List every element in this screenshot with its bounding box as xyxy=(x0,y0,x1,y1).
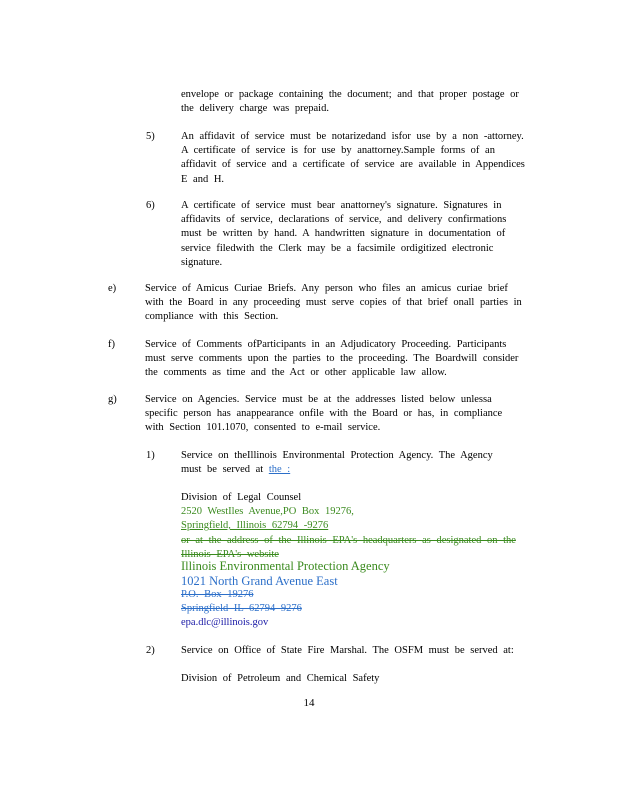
address-street: 2520 WestIles Avenue,PO Box 19276, xyxy=(181,506,354,517)
text-line: A certificate of service is for use by anattorney.Sample forms of an xyxy=(181,145,495,157)
page-number: 14 xyxy=(303,697,315,709)
section-label: g) xyxy=(108,394,117,405)
section-e-paragraph xyxy=(145,282,522,325)
item-label: 5) xyxy=(146,131,155,142)
text-line: compliance with this Section. xyxy=(145,311,279,323)
section-f-paragraph xyxy=(145,338,518,381)
section-g-paragraph xyxy=(145,393,502,436)
section-label: f) xyxy=(108,339,115,350)
text-line: must serve comments upon the parties to the proceeding. The Boardwill consider xyxy=(145,353,519,365)
text-line: specific person has anappearance onfile with the Board or has, in compliance xyxy=(145,408,503,420)
text-line: Service of Amicus Curiae Briefs. Any person who files an amicus curiae brief xyxy=(145,283,508,294)
text-line: envelope or package containing the document; and that proper postage or xyxy=(181,89,519,100)
text-line: An affidavit of service must be notarizedand isfor use by a non -attorney. xyxy=(181,131,524,142)
text-line: with Section 101.1070, consented to e-mail service. xyxy=(145,422,381,434)
deleted-text: Springfield IL 62794 9276 xyxy=(181,603,302,614)
continuation-paragraph xyxy=(181,88,519,116)
item-6-paragraph xyxy=(181,199,506,270)
item-label: 6) xyxy=(146,200,155,211)
division-name: Division of Petroleum and Chemical Safety xyxy=(181,673,380,684)
text-line: affidavits of service, declarations of service, and delivery confirmations xyxy=(181,214,507,226)
text-line: must be written by hand. A handwritten signature in documentation of xyxy=(181,228,506,240)
osfm-address-block xyxy=(181,672,379,686)
epa-new-address xyxy=(181,559,390,589)
text-line: Service on Agencies. Service must be at the addresses listed below unlessa xyxy=(145,394,492,405)
text-line: affidavit of service and a certificate of service are available in Appendices xyxy=(181,159,525,171)
text-line xyxy=(181,463,493,477)
text-line: signature. xyxy=(181,256,223,268)
g1-paragraph xyxy=(181,449,493,477)
email-address: epa.dlc@illinois.gov xyxy=(181,617,269,628)
text-line: service filedwith the Clerk may be a facsimile ordigitized electronic xyxy=(181,242,494,254)
address-city: Springfield, Illinois 62794 -9276 xyxy=(181,520,329,531)
item-label: 2) xyxy=(146,645,155,656)
text-line: Service of Comments ofParticipants in an Adjudicatory Proceeding. Participants xyxy=(145,339,507,350)
text-plain: must be served at xyxy=(181,464,264,476)
text-line: the delivery charge was prepaid. xyxy=(181,103,329,115)
item-5-paragraph xyxy=(181,130,525,187)
text-line: with the Board in any proceeding must serve copies of that brief onall parties in xyxy=(145,297,522,309)
epa-address-block xyxy=(181,491,516,562)
text-line: Service on Office of State Fire Marshal. The OSFM must be served at: xyxy=(181,645,514,656)
text-line: the comments as time and the Act or other applicable law allow. xyxy=(145,367,447,379)
inserted-street: 1021 North Grand Avenue East xyxy=(181,574,338,588)
inserted-agency-name: Illinois Environmental Protection Agency xyxy=(181,559,390,573)
deleted-text: P.O. Box 19276 xyxy=(181,589,254,600)
item-label: 1) xyxy=(146,450,155,461)
deleted-text: Illinois EPA's website xyxy=(181,549,279,560)
text-line: Service on theIllinois Environmental Protection Agency. The Agency xyxy=(181,450,493,461)
section-label: e) xyxy=(108,283,117,294)
deleted-text: or at the address of the Illinois EPA's headquarters as designated on the xyxy=(181,535,516,546)
epa-deleted-po xyxy=(181,588,302,630)
g2-paragraph xyxy=(181,644,514,658)
text-line: E and H. xyxy=(181,173,225,185)
inserted-text: the : xyxy=(268,464,291,476)
division-name: Division of Legal Counsel xyxy=(181,492,302,503)
text-line: A certificate of service must bear anattorney's signature. Signatures in xyxy=(181,200,502,211)
